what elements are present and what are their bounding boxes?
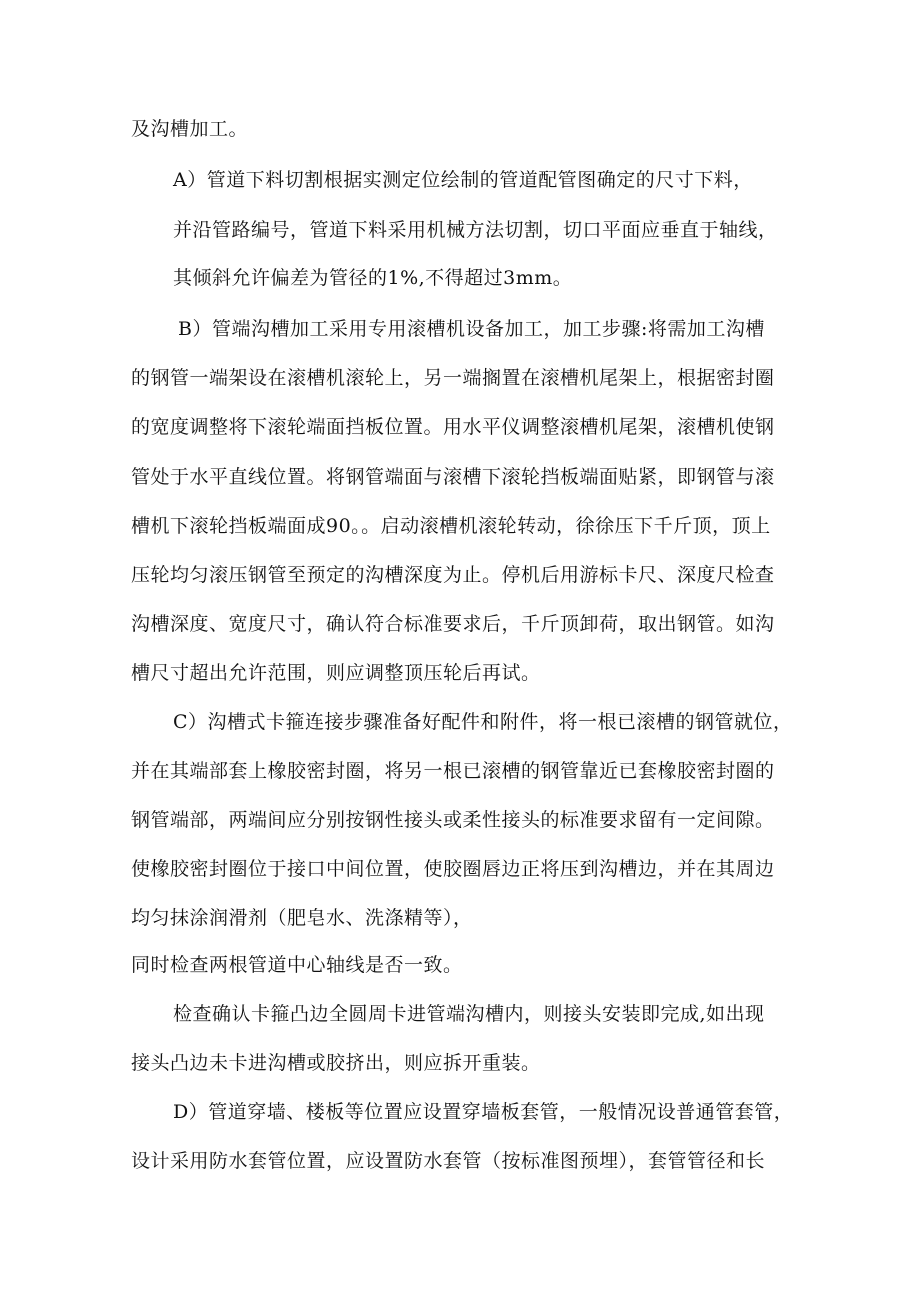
text-line-13: C）沟槽式卡箍连接步骤准备好配件和附件，将一根已滚槽的钢管就位， <box>173 711 793 733</box>
text-line-20: 接头凸边未卡进沟槽或胶挤出，则应拆开重装。 <box>131 1052 541 1074</box>
text-line-15: 钢管端部，两端间应分别按钢性接头或柔性接头的标准要求留有一定间隙。 <box>131 809 775 831</box>
text-line-18: 同时检查两根管道中心轴线是否一致。 <box>131 954 463 976</box>
text-line-2: A）管道下料切割根据实测定位绘制的管道配管图确定的尺寸下料， <box>173 169 753 191</box>
text-line-4: 其倾斜允许偏差为管径的1%,不得超过3mm。 <box>173 267 573 289</box>
text-line-22: 设计采用防水套管位置，应设置防水套管（按标准图预埋），套管管径和长 <box>131 1150 766 1172</box>
text-line-19: 检查确认卡箍凸边全圆周卡进管端沟槽内，则接头安装即完成,如出现 <box>173 1003 765 1025</box>
text-line-11: 沟槽深度、宽度尺寸，确认符合标准要求后，千斤顶卸荷，取出钢管。如沟 <box>131 613 775 635</box>
text-line-21: D）管道穿墙、楼板等位置应设置穿墙板套管，一般情况设普通管套管， <box>173 1101 794 1123</box>
text-line-3: 并沿管路编号，管道下料采用机械方法切割，切口平面应垂直于轴线， <box>173 219 778 241</box>
text-line-5: B）管端沟槽加工采用专用滚槽机设备加工，加工步骤:将需加工沟槽 <box>178 318 765 340</box>
text-line-7: 的宽度调整将下滚轮端面挡板位置。用水平仪调整滚槽机尾架，滚槽机使钢 <box>131 416 775 438</box>
text-line-1: 及沟槽加工。 <box>131 118 249 140</box>
text-line-14: 并在其端部套上橡胶密封圈，将另一根已滚槽的钢管靠近已套橡胶密封圈的 <box>131 760 775 782</box>
text-line-12: 槽尺寸超出允许范围，则应调整顶压轮后再试。 <box>131 662 541 684</box>
text-line-17: 均匀抹涂润滑剂（肥皂水、洗涤精等）， <box>131 907 473 929</box>
text-line-6: 的钢管一端架设在滚槽机滚轮上，另一端搁置在滚槽机尾架上，根据密封圈 <box>131 367 775 389</box>
text-line-8: 管处于水平直线位置。将钢管端面与滚槽下滚轮挡板端面贴紧，即钢管与滚 <box>131 466 775 488</box>
text-line-10: 压轮均匀滚压钢管至预定的沟槽深度为止。停机后用游标卡尺、深度尺检查 <box>131 564 775 586</box>
text-line-9: 槽机下滚轮挡板端面成90。。启动滚槽机滚轮转动，徐徐压下千斤顶，顶上 <box>131 515 771 537</box>
text-line-16: 使橡胶密封圈位于接口中间位置，使胶圈唇边正将压到沟槽边，并在其周边 <box>131 858 775 880</box>
